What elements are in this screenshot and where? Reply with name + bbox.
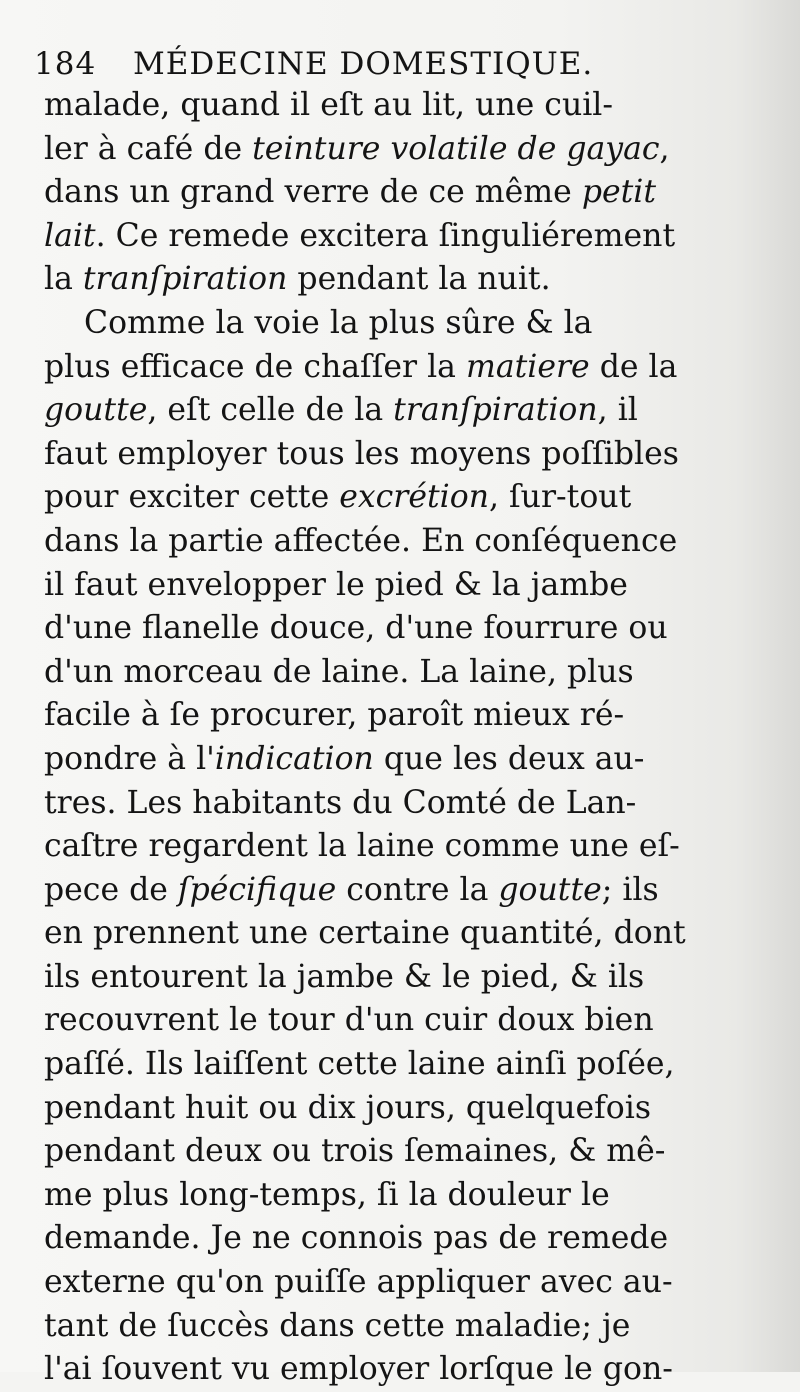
text-line: [44, 1130, 686, 1174]
text-segment: d'une flanelle douce, d'une fourrure ou: [44, 610, 668, 647]
italic-term: teinture volatile de gayac: [252, 130, 660, 167]
text-segment: pece de: [44, 871, 178, 908]
text-line: [44, 1348, 686, 1392]
text-line: [44, 956, 686, 1000]
text-segment: pendant deux ou trois ſemaines, & mê-: [44, 1133, 666, 1170]
text-segment: , il: [597, 392, 638, 429]
text-segment: faut employer tous les moyens poſſibles: [44, 435, 679, 472]
text-line: [44, 258, 686, 302]
text-segment: ,: [659, 130, 670, 167]
text-line: [44, 912, 686, 956]
text-line: [44, 1261, 686, 1305]
text-segment: , ſur-tout: [488, 479, 632, 516]
text-line: [44, 1217, 686, 1261]
italic-term: ſpécifique: [177, 871, 337, 908]
text-line: [44, 433, 686, 477]
text-segment: pendant la nuit.: [287, 261, 551, 298]
running-title: MÉDECINE DOMESTIQUE.: [133, 46, 594, 82]
text-line: [44, 520, 686, 564]
text-segment: plus efficace de chaſſer la: [44, 348, 466, 385]
text-segment: d'un morceau de laine. La laine, plus: [44, 653, 634, 690]
text-segment: pendant huit ou dix jours, quelquefois: [44, 1089, 651, 1126]
text-segment: tres. Les habitants du Comté de Lan-: [44, 784, 637, 821]
italic-term: goutte: [44, 392, 148, 429]
text-line: [44, 215, 686, 259]
text-line: [44, 302, 686, 346]
italic-term: lait: [44, 217, 96, 254]
page-number: 184: [34, 46, 97, 82]
text-line: [44, 1087, 686, 1131]
text-segment: dans un grand verre de ce même: [44, 174, 582, 211]
text-segment: pondre à l': [44, 740, 215, 777]
text-segment: Comme la voie la plus sûre & la: [84, 304, 593, 341]
text-segment: . Ce remede excitera ſinguliérement: [95, 217, 676, 254]
italic-term: excrétion: [339, 479, 489, 516]
text-line: [44, 694, 686, 738]
text-segment: l'ai ſouvent vu employer lorſque le gon-: [44, 1351, 673, 1388]
text-segment: de la: [589, 348, 678, 385]
text-segment: pour exciter cette: [44, 479, 340, 516]
text-segment: me plus long-temps, ſi la douleur le: [44, 1176, 610, 1213]
text-segment: il faut envelopper le pied & la jambe: [44, 566, 628, 603]
text-line: [44, 869, 686, 913]
text-line: [44, 346, 686, 390]
text-segment: malade, quand il eſt au lit, une cuil-: [44, 87, 614, 123]
text-segment: externe qu'on puiſſe appliquer avec au-: [44, 1264, 673, 1301]
text-line: [44, 1174, 686, 1218]
text-segment: , eſt celle de la: [147, 392, 394, 429]
text-line: [44, 389, 686, 433]
italic-term: matiere: [465, 348, 590, 385]
text-line: [44, 476, 686, 520]
text-segment: paſſé. Ils laiſſent cette laine ainſi poſée,: [44, 1046, 675, 1083]
text-line: [44, 651, 686, 695]
text-segment: recouvrent le tour d'un cuir doux bien: [44, 1002, 654, 1039]
italic-term: indication: [214, 740, 374, 777]
text-segment: dans la partie affectée. En conſéquence: [44, 522, 678, 559]
text-segment: que les deux au-: [373, 740, 645, 777]
text-segment: contre la: [336, 871, 499, 908]
text-segment: la: [44, 261, 83, 298]
text-line: [44, 607, 686, 651]
text-line: [44, 564, 686, 608]
text-line: [44, 738, 686, 782]
text-line: [44, 1043, 686, 1087]
text-line: [44, 1305, 686, 1349]
body-text: [44, 84, 686, 1392]
text-segment: tant de ſuccès dans cette maladie; je: [44, 1307, 631, 1344]
text-line: [44, 171, 686, 215]
text-segment: en prennent une certaine quantité, dont: [44, 915, 686, 952]
text-segment: ler à café de: [44, 130, 253, 167]
text-line: [44, 84, 686, 128]
italic-term: tranſpiration: [393, 392, 598, 429]
text-segment: caſtre regardent la laine comme une eſ-: [44, 828, 680, 865]
italic-term: petit: [581, 174, 657, 211]
text-segment: ils entourent la jambe & le pied, & ils: [44, 958, 645, 995]
text-line: [44, 825, 686, 869]
italic-term: tranſpiration: [82, 261, 288, 298]
italic-term: goutte: [498, 871, 602, 908]
text-line: [44, 128, 686, 172]
text-segment: facile à ſe procurer, paroît mieux ré-: [44, 697, 625, 734]
text-segment: demande. Je ne connois pas de remede: [44, 1220, 669, 1257]
text-line: [44, 782, 686, 826]
text-line: [44, 999, 686, 1043]
running-header: [34, 46, 593, 82]
text-segment: ; ils: [601, 871, 659, 908]
